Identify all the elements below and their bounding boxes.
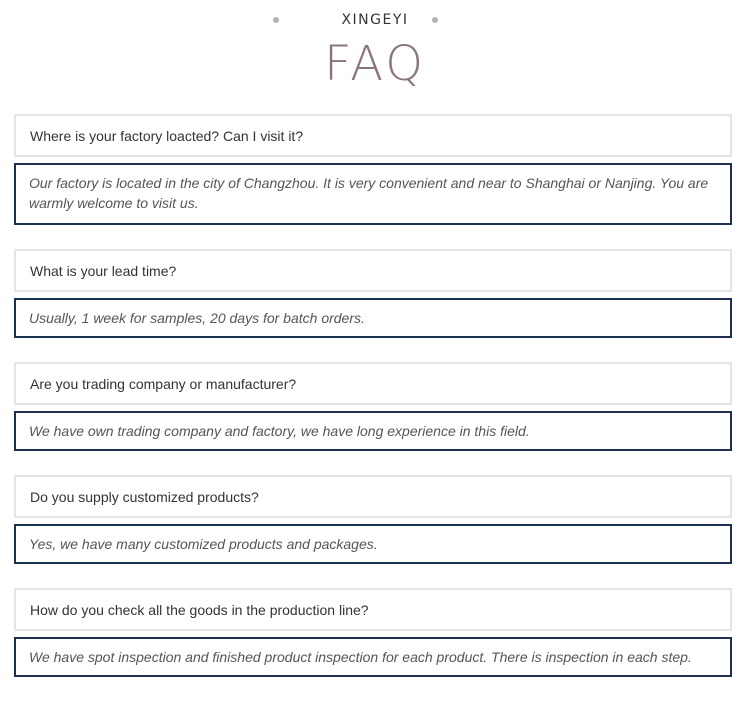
faq-item bbox=[14, 588, 732, 677]
faq-question[interactable]: How do you check all the goods in the production line? bbox=[14, 588, 732, 631]
faq-answer: We have spot inspection and finished product inspection for each product. There is inspection in each step. bbox=[14, 637, 732, 677]
brand-row bbox=[0, 11, 750, 29]
brand-name: XINGEYI bbox=[341, 12, 409, 28]
faq-list bbox=[14, 114, 732, 701]
faq-header bbox=[0, 0, 750, 100]
decorative-dot-right bbox=[432, 17, 438, 23]
faq-item bbox=[14, 362, 732, 451]
page-title: FAQ bbox=[324, 36, 426, 92]
faq-question[interactable]: What is your lead time? bbox=[14, 249, 732, 292]
faq-item bbox=[14, 475, 732, 564]
faq-answer: Our factory is located in the city of Changzhou. It is very convenient and near to Shanghai or Nanjing. You are warmly welcome to visit us. bbox=[14, 163, 732, 225]
faq-question[interactable]: Where is your factory loacted? Can I visit it? bbox=[14, 114, 732, 157]
faq-question[interactable]: Are you trading company or manufacturer? bbox=[14, 362, 732, 405]
faq-item bbox=[14, 249, 732, 338]
faq-answer: Usually, 1 week for samples, 20 days for batch orders. bbox=[14, 298, 732, 338]
faq-answer: Yes, we have many customized products and packages. bbox=[14, 524, 732, 564]
faq-question[interactable]: Do you supply customized products? bbox=[14, 475, 732, 518]
faq-item bbox=[14, 114, 732, 225]
faq-answer: We have own trading company and factory, we have long experience in this field. bbox=[14, 411, 732, 451]
